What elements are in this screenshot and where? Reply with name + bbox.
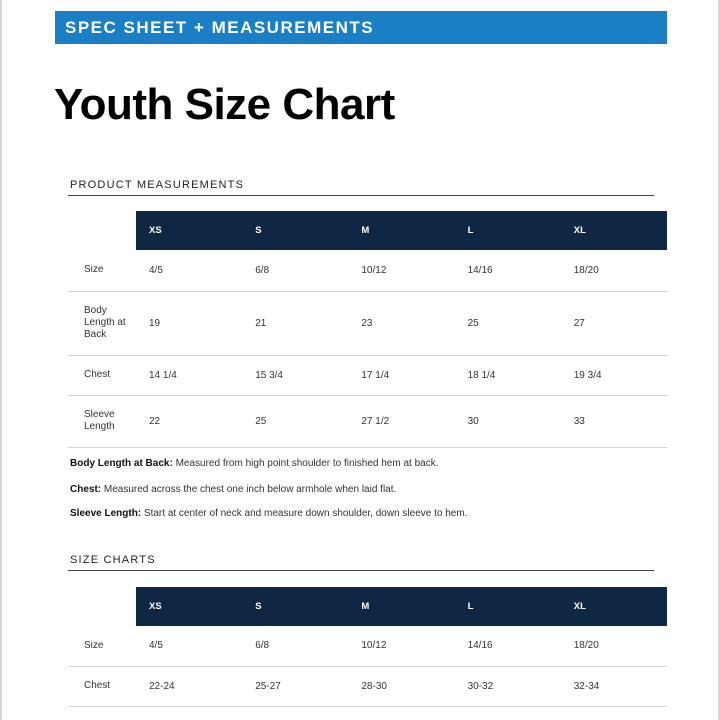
column-header: XL [561, 211, 667, 250]
table-cell: 22-24 [136, 666, 242, 706]
table-cell: 19 [136, 291, 242, 355]
note-term: Body Length at Back: [70, 458, 173, 469]
table-cell: 23 [348, 291, 454, 355]
row-label: Size [68, 250, 136, 291]
table-cell: 10/12 [348, 250, 454, 291]
column-header: XS [136, 211, 242, 250]
column-header: S [242, 211, 348, 250]
table-cell: 14/16 [455, 250, 561, 291]
table-corner-cell [68, 587, 136, 626]
column-header: L [455, 211, 561, 250]
table-cell: 25 [455, 291, 561, 355]
page-title: Youth Size Chart [54, 80, 395, 129]
table-cell: 10/12 [348, 626, 454, 666]
table-cell: 6/8 [242, 626, 348, 666]
note-chest [70, 484, 396, 495]
table-cell: 18 1/4 [455, 355, 561, 395]
column-header: M [348, 587, 454, 626]
section-divider [68, 570, 654, 571]
table-cell: 28-30 [348, 666, 454, 706]
table-cell: 32-34 [561, 666, 667, 706]
table-cell: 18/20 [561, 250, 667, 291]
table-cell: 15 3/4 [242, 355, 348, 395]
table-row [68, 291, 667, 355]
header-banner: SPEC SHEET + MEASUREMENTS [55, 11, 667, 44]
column-header: XL [561, 587, 667, 626]
table-row [68, 355, 667, 395]
section-divider [68, 195, 654, 196]
table-cell: 21 [242, 291, 348, 355]
row-label: Sleeve Length [68, 395, 136, 447]
table-cell: 19 3/4 [561, 355, 667, 395]
column-header: M [348, 211, 454, 250]
note-body-length [70, 458, 439, 469]
product-measurements-table [68, 211, 667, 448]
table-cell: 18/20 [561, 626, 667, 666]
page-border-left [0, 0, 2, 720]
row-label: Chest [68, 666, 136, 706]
table-cell: 17 1/4 [348, 355, 454, 395]
column-header: L [455, 587, 561, 626]
product-measurements-title: PRODUCT MEASUREMENTS [70, 179, 245, 191]
row-label: Chest [68, 355, 136, 395]
note-text: Start at center of neck and measure down shoulder, down sleeve to hem. [141, 508, 468, 519]
note-text: Measured across the chest one inch below armhole when laid flat. [101, 484, 397, 495]
table-row [68, 666, 667, 706]
table-header-row [68, 587, 667, 626]
table-cell: 25 [242, 395, 348, 447]
column-header: S [242, 587, 348, 626]
table-cell: 14 1/4 [136, 355, 242, 395]
size-charts-title: SIZE CHARTS [70, 554, 156, 566]
row-label: Body Length at Back [68, 291, 136, 355]
table-cell: 30-32 [455, 666, 561, 706]
table-corner-cell [68, 211, 136, 250]
note-sleeve-length [70, 508, 467, 519]
note-term: Chest: [70, 484, 102, 495]
table-row [68, 250, 667, 291]
table-cell: 27 [561, 291, 667, 355]
table-cell: 6/8 [242, 250, 348, 291]
table-cell: 33 [561, 395, 667, 447]
table-row [68, 395, 667, 447]
size-charts-table [68, 587, 667, 707]
table-cell: 25-27 [242, 666, 348, 706]
column-header: XS [136, 587, 242, 626]
table-cell: 22 [136, 395, 242, 447]
table-cell: 4/5 [136, 626, 242, 666]
note-term: Sleeve Length: [70, 508, 142, 519]
table-header-row [68, 211, 667, 250]
table-cell: 30 [455, 395, 561, 447]
table-cell: 4/5 [136, 250, 242, 291]
table-row [68, 626, 667, 666]
table-cell: 27 1/2 [348, 395, 454, 447]
row-label: Size [68, 626, 136, 666]
table-cell: 14/16 [455, 626, 561, 666]
note-text: Measured from high point shoulder to finished hem at back. [172, 458, 439, 469]
